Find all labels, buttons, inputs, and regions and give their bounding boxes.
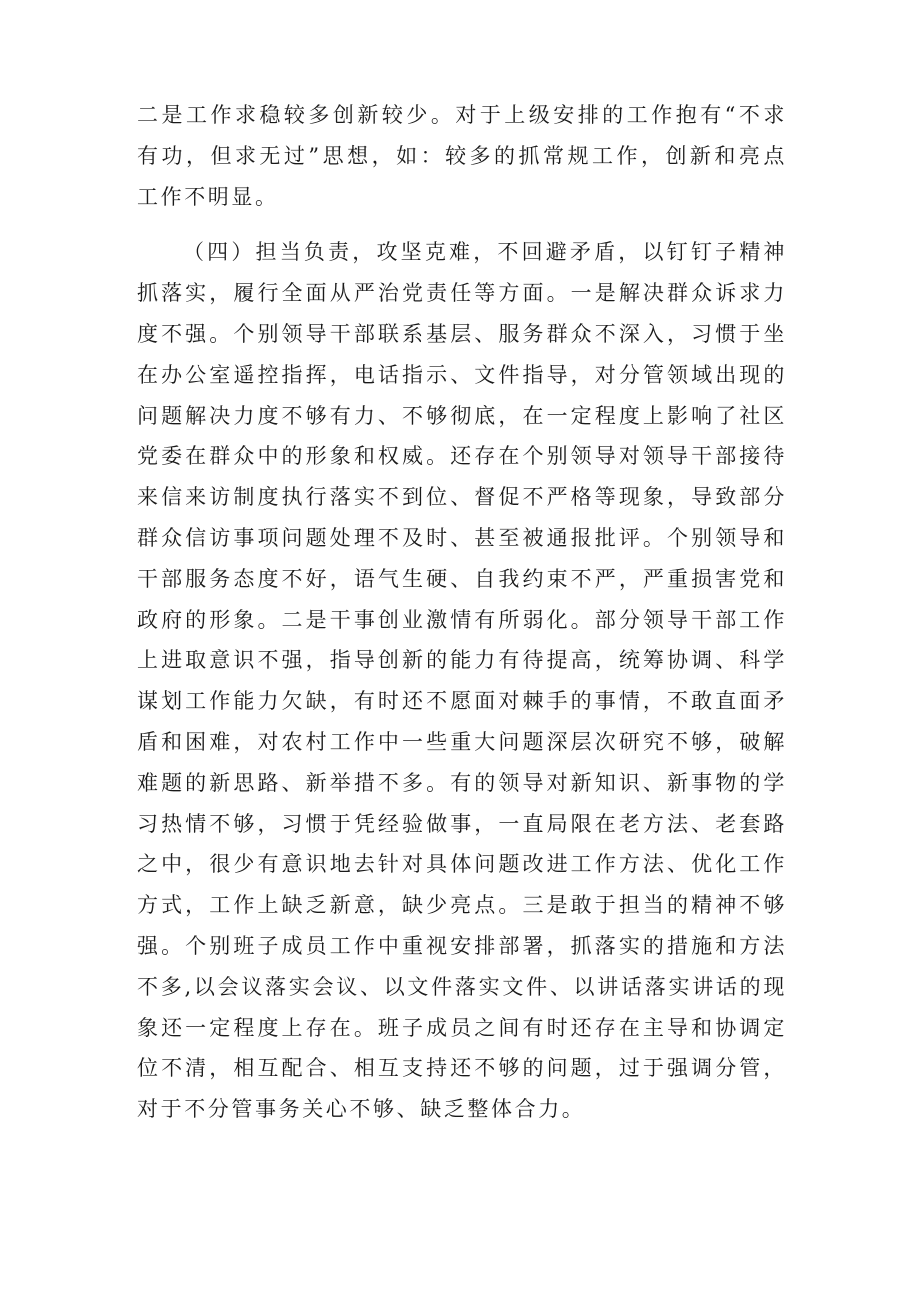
paragraph-continuation: 二是工作求稳较多创新较少。对于上级安排的工作抱有“不求有功，但求无过”思想，如：较多的抓常规工作，创新和亮点工作不明显。 — [137, 103, 787, 209]
paragraph-section-four: （四）担当负责，攻坚克难，不回避矛盾，以钉钉子精神抓落实，履行全面从严治党责任等方面。一是解决群众诉求力度不强。个别领导干部联系基层、服务群众不深入，习惯于坐在办公室遥控指挥，电话指示、文件指导，对分管领域出现的问题解决力度不够有力、不够彻底，在一定程度上影响了社区党委在群众中的形象和权威。还存在个别领导对领导干部接待来信来访制度执行落实不到位、督促不严格等现象，导致部分群众信访事项问题处理不及时、甚至被通报批评。个别领导和干部服务态度不好，语气生硬、自我约束不严，严重损害党和政府的形象。二是干事创业激情有所弱化。部分领导干部工作上进取意识不强，指导创新的能力有待提高，统筹协调、科学谋划工作能力欠缺，有时还不愿面对棘手的事情，不敢直面矛盾和困难，对农村工作中一些重大问题深层次研究不够，破解难题的新思路、新举措不多。有的领导对新知识、新事物的学习热情不够，习惯于凭经验做事，一直局限在老方法、老套路之中，很少有意识地去针对具体问题改进工作方法、优化工作方式，工作上缺乏新意，缺少亮点。三是敢于担当的精神不够强。个别班子成员工作中重视安排部署，抓落实的措施和方法不多,以会议落实会议、以文件落实文件、以讲话落实讲话的现象还一定程度上存在。班子成员之间有时还存在主导和协调定位不清，相互配合、相互支持还不够的问题，过于强调分管，对于不分管事务关心不够、缺乏整体合力。 — [137, 240, 787, 1122]
document-body — [137, 95, 787, 1130]
